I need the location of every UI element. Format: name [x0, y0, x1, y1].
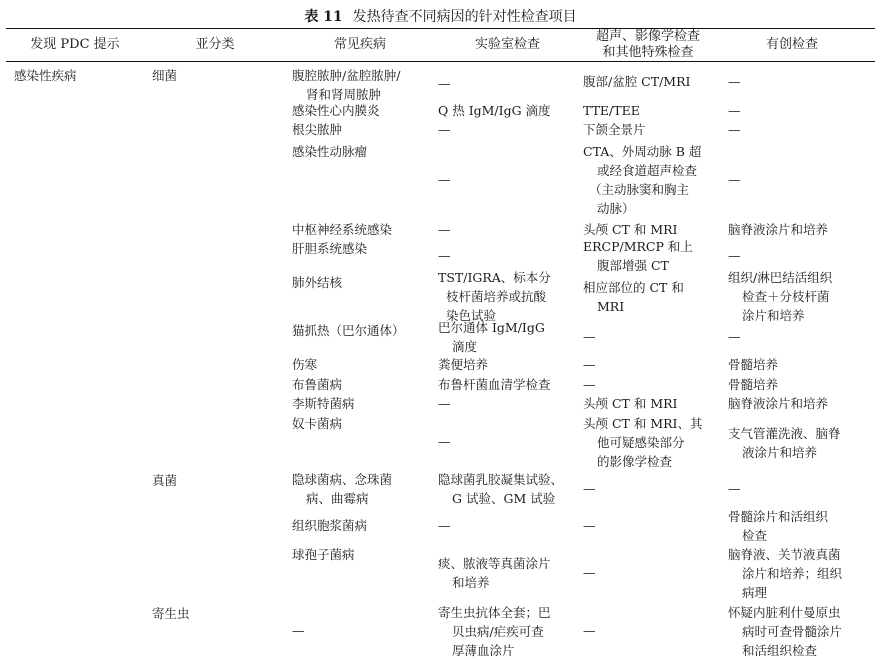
imaging-line: 头颅 CT 和 MRI、其	[583, 416, 703, 431]
subtype-bacteria: 细菌	[152, 68, 178, 83]
imaging-line: 的影像学检查	[597, 454, 673, 469]
lab-cell: —	[438, 172, 451, 187]
invasive-cell: —	[728, 122, 741, 137]
lab-line: G 试验、GM 试验	[452, 491, 556, 506]
disease-cell: 中枢神经系统感染	[292, 222, 393, 237]
invasive-line: 怀疑内脏利什曼原虫	[728, 605, 841, 620]
lab-cell	[438, 318, 545, 356]
imaging-line: （主动脉窦和胸主	[589, 182, 690, 197]
lab-cell: —	[438, 434, 451, 449]
invasive-cell	[728, 268, 832, 325]
group-label: 感染性疾病	[14, 68, 77, 83]
header-rule	[6, 61, 875, 62]
disease-line: 病、曲霉病	[306, 491, 369, 506]
invasive-line: 支气管灌洗液、脑脊	[728, 426, 841, 441]
invasive-cell: —	[728, 248, 741, 263]
disease-cell	[292, 66, 400, 104]
lab-line: 滴度	[452, 339, 478, 354]
header-subtype: 亚分类	[195, 37, 235, 52]
header-imaging	[578, 29, 718, 61]
lab-line: 贝虫病/疟疾可查	[452, 624, 544, 639]
disease-cell: 组织胞浆菌病	[292, 518, 368, 533]
invasive-line: 液涂片和培养	[742, 445, 818, 460]
imaging-cell: 下颌全景片	[583, 122, 646, 137]
subtype-fungi: 真菌	[152, 473, 178, 488]
invasive-line: 涂片和培养	[742, 308, 805, 323]
lab-cell	[438, 603, 551, 660]
imaging-cell: —	[583, 377, 596, 392]
lab-cell	[438, 554, 551, 592]
invasive-cell	[728, 507, 828, 545]
imaging-line: 或经食道超声检查	[597, 163, 698, 178]
imaging-cell	[583, 237, 693, 275]
disease-cell: 肺外结核	[292, 275, 343, 290]
imaging-line: 他可疑感染部分	[597, 435, 685, 450]
lab-line: 隐球菌乳胶凝集试验、	[438, 472, 564, 487]
invasive-cell: 脑脊液涂片和培养	[728, 222, 829, 237]
disease-cell: 李斯特菌病	[292, 396, 355, 411]
lab-line: 枝杆菌培养或抗酸	[446, 289, 547, 304]
invasive-cell: —	[728, 481, 741, 496]
disease-line: 隐球菌病、念珠菌	[292, 472, 393, 487]
invasive-line: 病时可查骨髓涂片	[742, 624, 843, 639]
imaging-cell	[583, 278, 684, 316]
lab-line: 染色试验	[446, 308, 497, 323]
invasive-cell: 骨髓培养	[728, 357, 779, 372]
imaging-line: 动脉）	[597, 201, 635, 216]
disease-cell: 根尖脓肿	[292, 122, 343, 137]
invasive-cell: 脑脊液涂片和培养	[728, 396, 829, 411]
imaging-cell	[583, 142, 701, 218]
table-caption: 发热待查不同病因的针对性检查项目	[352, 9, 577, 25]
imaging-cell: —	[583, 518, 596, 533]
disease-cell: —	[292, 623, 305, 638]
disease-line: 肾和肾周脓肿	[306, 87, 382, 102]
invasive-line: 脑脊液、关节液真菌	[728, 547, 841, 562]
invasive-cell	[728, 424, 841, 462]
lab-cell: —	[438, 222, 451, 237]
invasive-line: 骨髓涂片和活组织	[728, 509, 829, 524]
imaging-cell: —	[583, 623, 596, 638]
imaging-cell: TTE/TEE	[583, 103, 640, 118]
invasive-cell	[728, 545, 842, 602]
imaging-cell: —	[583, 565, 596, 580]
header-disease: 常见疾病	[333, 37, 386, 52]
imaging-cell: —	[583, 329, 596, 344]
lab-line: 痰、脓液等真菌涂片	[438, 556, 551, 571]
lab-cell: Q 热 IgM/IgG 滴度	[438, 103, 551, 118]
lab-line: 和培养	[452, 575, 490, 590]
invasive-line: 检查	[742, 528, 768, 543]
disease-cell: 伤寒	[292, 357, 318, 372]
imaging-line: CTA、外周动脉 B 超	[583, 144, 702, 159]
disease-cell	[292, 470, 392, 508]
disease-cell: 布鲁菌病	[292, 377, 343, 392]
lab-line: TST/IGRA、标本分	[438, 270, 551, 285]
lab-cell	[438, 470, 563, 508]
imaging-line: MRI	[597, 299, 625, 314]
disease-line: 腹腔脓肿/盆腔脓肿/	[292, 68, 401, 83]
imaging-line: 腹部增强 CT	[597, 258, 669, 273]
lab-cell: —	[438, 248, 451, 263]
invasive-line: 涂片和培养；组织	[742, 566, 843, 581]
header-imaging-line1: 超声、影像学检查	[595, 29, 700, 44]
invasive-cell: —	[728, 329, 741, 344]
imaging-cell: —	[583, 481, 596, 496]
lab-line: 寄生虫抗体全套；巴	[438, 605, 551, 620]
invasive-line: 检查＋分枝杆菌	[742, 289, 830, 304]
lab-line: 厚薄血涂片	[452, 643, 515, 658]
invasive-cell: 骨髓培养	[728, 377, 779, 392]
lab-line: 巴尔通体 IgM/IgG	[438, 320, 545, 335]
header-lab: 实验室检查	[474, 37, 540, 52]
invasive-cell: —	[728, 103, 741, 118]
disease-cell: 肝胆系统感染	[292, 241, 368, 256]
disease-cell: 球孢子菌病	[292, 547, 355, 562]
lab-cell: —	[438, 122, 451, 137]
disease-cell: 感染性动脉瘤	[292, 144, 368, 159]
lab-cell: —	[438, 396, 451, 411]
subtype-parasite: 寄生虫	[152, 606, 190, 621]
imaging-cell: 头颅 CT 和 MRI	[583, 396, 678, 411]
imaging-cell: 腹部/盆腔 CT/MRI	[583, 74, 691, 89]
lab-cell: 粪便培养	[438, 357, 489, 372]
table-title	[0, 6, 881, 26]
invasive-cell: —	[728, 74, 741, 89]
table-number: 表 11	[304, 9, 343, 25]
header-pdc: 发现 PDC 提示	[30, 37, 120, 52]
lab-cell: —	[438, 518, 451, 533]
top-rule	[6, 28, 875, 29]
invasive-line: 病理	[742, 585, 768, 600]
imaging-cell: —	[583, 357, 596, 372]
invasive-line: 和活组织检查	[742, 643, 818, 658]
invasive-cell: —	[728, 172, 741, 187]
lab-cell: —	[438, 76, 451, 91]
imaging-cell	[583, 414, 702, 471]
imaging-line: 相应部位的 CT 和	[583, 280, 684, 295]
invasive-line: 组织/淋巴结活组织	[728, 270, 833, 285]
imaging-cell: 头颅 CT 和 MRI	[583, 222, 678, 237]
header-imaging-line2: 和其他特殊检查	[602, 45, 694, 60]
imaging-line: ERCP/MRCP 和上	[583, 239, 693, 254]
lab-cell	[438, 268, 551, 325]
disease-cell: 感染性心内膜炎	[292, 103, 380, 118]
disease-cell: 奴卡菌病	[292, 416, 343, 431]
lab-cell: 布鲁杆菌血清学检查	[438, 377, 551, 392]
header-invasive: 有创检查	[765, 37, 818, 52]
invasive-cell	[728, 603, 842, 660]
disease-cell: 猫抓热（巴尔通体）	[292, 323, 405, 338]
